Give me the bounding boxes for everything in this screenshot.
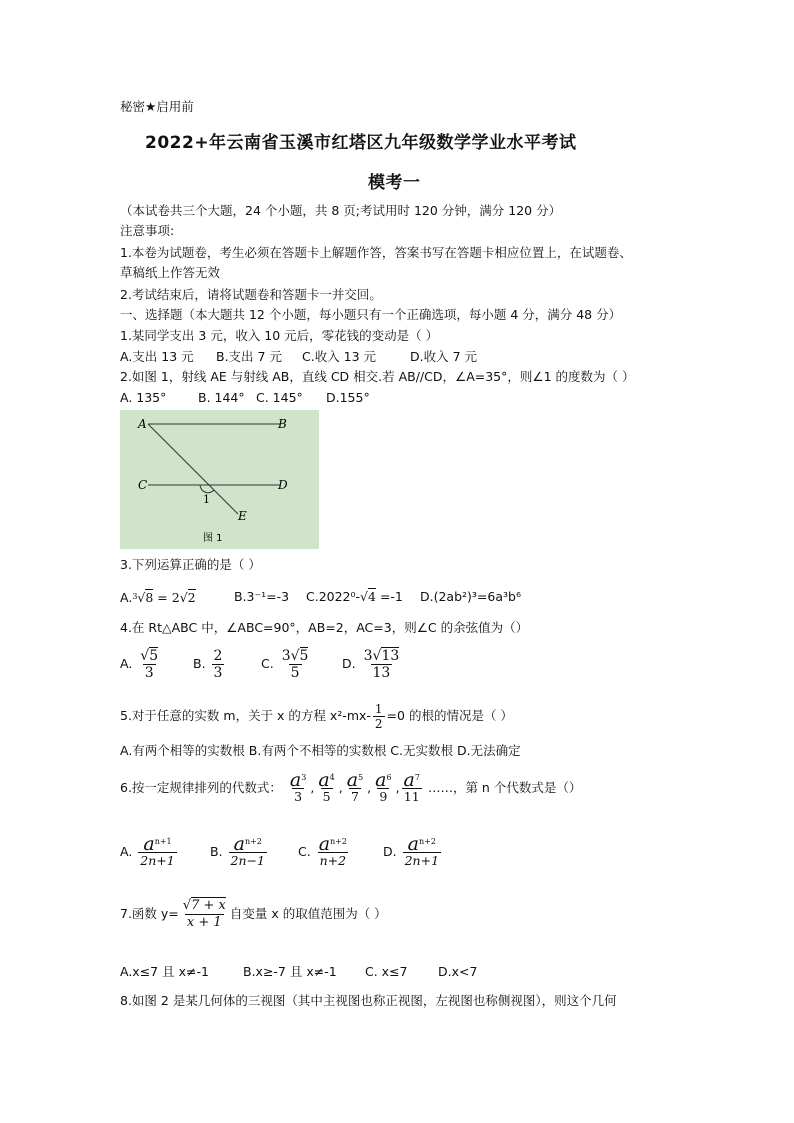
q6-a-exp: n+1 [154,837,172,846]
q4-a-radicand: 5 [149,648,159,664]
q4-c-num [280,648,311,664]
q3-stem: 3.下列运算正确的是（ ） [120,557,261,572]
q6-option-d [383,833,443,869]
q2-option-a: A. 135° [120,390,167,405]
q3-c-suffix: =-1 [375,589,403,604]
q4-b-den: 3 [213,665,223,681]
q6-a-label: A. [120,844,133,859]
q6-term-2-exp: 4 [329,773,335,782]
q7-den: x + 1 [186,915,222,930]
label-b: B [278,417,287,431]
q6-d-exp: n+2 [419,837,436,846]
q4-option-d [342,648,403,681]
q4-a-label: A. [120,656,133,671]
q7-radicand: 7 + x [191,898,226,913]
q6-term-1-exp: 3 [301,773,307,782]
label-c: C [138,478,148,492]
q6-term-2 [316,769,336,805]
q1-option-b: B.支出 7 元 [216,349,282,364]
q6-term-4-base: a [375,769,387,791]
q4-a-num [138,648,160,664]
q4-c-den: 5 [290,665,300,681]
q6-b-exp: n+2 [244,837,262,846]
q6-option-b [210,833,269,869]
q6-term-5-exp: 7 [414,773,420,782]
q4-option-c [261,648,312,681]
q5-stem [120,702,513,731]
q5-stem-b: =0 的根的情况是（ ） [386,708,513,723]
q5-stem-a: 5.对于任意的实数 m，关于 x 的方程 x²-mx- [120,708,371,723]
q6-option-c [298,833,351,869]
label-d: D [278,478,288,492]
q6-term-3-exp: 5 [358,773,364,782]
q7-stem [120,898,387,931]
radical-icon: √ [137,590,146,605]
q2-option-c: C. 145° [256,390,303,405]
q6-d-den: 2n+1 [404,853,440,868]
q4-b-label: B. [193,656,206,671]
q6-term-4-den: 9 [379,789,388,804]
q8-stem: 8.如图 2 是某几何体的三视图（其中主视图也称正视图，左视图也称侧视图），则这个几何 [120,993,617,1008]
q6-term-1-den: 3 [294,789,303,804]
q6-option-a [120,833,179,869]
figure-caption: 图 1 [203,533,223,544]
q3-option-c [306,588,403,606]
q3-c-radicand: 4 [368,589,376,604]
q7-stem-a: 7.函数 y= [120,906,179,921]
secret-label: 秘密★启用前 [120,99,194,114]
section-heading: 一、选择题（本大题共 12 个小题，每小题只有一个正确选项，每小题 4 分，满分 48 分） [120,307,622,322]
notes-title: 注意事项: [120,223,175,238]
radical-icon: √ [360,589,369,604]
radical-icon: √ [372,648,382,664]
q6-d-label: D. [383,844,397,859]
q6-term-3 [345,769,365,805]
q4-stem: 4.在 Rt△ABC 中，∠ABC=90°，AB=2，AC=3，则∠C 的余弦值为（） [120,620,529,635]
angle-1-arc [200,485,214,493]
q6-a-den: 2n+1 [140,853,175,868]
q6-term-1-base: a [289,769,302,791]
radical-icon: √ [179,590,188,605]
q3-a-radicand: 8 [145,590,154,605]
q6-d-fraction: $\frac{a^{n+2}}{2n+1}$ [404,833,440,868]
q2-stem: 2.如图 1，射线 AE 与射线 AB，直线 CD 相交.若 AB//CD，∠A=35°，则∠1 的度数为（ ） [120,369,635,384]
q6-term-5-den: 11 [403,789,420,804]
q6-term-4-exp: 6 [386,773,392,782]
q7-stem-b: 自变量 x 的取值范围为（ ） [229,906,387,921]
q6-b-fraction: $\frac{a^{n+2}}{2n-1}$ [230,833,265,868]
note-1: 1.本卷为试题卷，考生必须在答题卡上解题作答，答案书写在答题卡相应位置上，在试题卷、 [120,245,632,260]
q6-a-fraction: $\frac{a^{n+1}}{2n+1}$ [140,833,175,868]
q6-stem-a: 6.按一定规律排列的代数式： [120,780,282,795]
q4-d-den: 13 [372,665,391,681]
q3-option-b: B.3⁻¹=-3 [234,589,290,604]
ray-ae [148,424,238,514]
q7-option-c: C. x≤7 [365,964,408,979]
q3-option-a [120,588,196,607]
q4-d-label: D. [342,656,356,671]
exam-info: （本试卷共三个大题，24 个小题，共 8 页;考试用时 120 分钟，满分 120 分） [120,203,562,218]
q6-c-exp: n+2 [330,837,347,846]
q4-d-radicand: 13 [381,648,400,664]
q6-term-3-den: 7 [350,789,359,804]
q4-c-label: C. [261,656,274,671]
q5-frac-den: 2 [374,717,383,731]
q4-d-coef: 3 [363,648,373,664]
q6-term-1 [288,769,308,805]
q4-c-fraction [280,648,311,681]
radical-icon: √ [140,648,150,664]
q4-d-num [362,648,402,664]
q6-c-den: n+2 [319,853,347,868]
q7-option-a: A.x≤7 且 x≠-1 [120,964,209,979]
q4-d-fraction [362,648,402,681]
q6-c-label: C. [298,844,311,859]
q3-option-d: D.(2ab²)³=6a³b⁶ [420,589,521,604]
q6-b-label: B. [210,844,223,859]
q6-term-3-base: a [346,769,359,791]
q5-options: A.有两个相等的实数根 B.有两个不相等的实数根 C.无实数根 D.无法确定 [120,743,521,758]
q6-b-den: 2n−1 [230,853,265,868]
figure-1-diagram [120,410,319,549]
q6-stem-b: ……，第 n 个代数式是（） [427,780,582,795]
q1-option-c: C.收入 13 元 [302,349,377,364]
q4-c-coef: 3 [281,648,291,664]
q3-a-label: A. [120,590,133,605]
q7-fraction [181,898,228,931]
label-a: A [138,417,147,431]
q6-term-2-base: a [318,769,330,791]
q1-option-a: A.支出 13 元 [120,349,194,364]
note-1-cont: 草稿纸上作答无效 [120,265,221,280]
q2-option-b: B. 144° [198,390,245,405]
q6-term-5-base: a [403,769,415,791]
label-e: E [238,509,247,523]
q6-term-5 [402,769,422,805]
page-subtitle: 模考一 [368,173,421,193]
q6-stem: 6.按一定规律排列的代数式： $\frac{a^3}{3}$ , $\frac{a^4}{5}$ , $\frac{a^5}{7}$ , $\frac{a^6}{9}$ , $\frac{a^7}{11}$ ……，第 n 个代数式是（） [120,769,582,804]
q1-option-d: D.收入 7 元 [410,349,477,364]
q7-option-b: B.x≥-7 且 x≠-1 [243,964,337,979]
q4-b-fraction [212,648,225,681]
q6-term-4 [373,769,393,805]
q3-a-root-index: 3 [132,592,138,601]
q4-a-fraction [138,648,160,681]
q3-c-prefix: C.2022⁰- [306,589,361,604]
q6-c-fraction: $\frac{a^{n+2}}{n+2}$ [318,833,347,868]
radical-icon: √ [290,648,300,664]
q4-option-a [120,648,162,681]
q4-c-radicand: 5 [299,648,309,664]
q6-term-2-den: 5 [322,789,331,804]
q4-b-num: 2 [213,648,223,664]
q4-a-den: 3 [144,665,154,681]
q3-a-equals: = 2 [153,590,180,605]
q5-fraction [373,702,385,731]
q7-option-d: D.x<7 [438,964,478,979]
q5-frac-num: 1 [374,702,383,716]
q3-a-radicand-2: 2 [187,590,196,605]
q4-option-b [193,648,226,681]
label-angle-1: 1 [203,493,210,506]
q2-option-d: D.155° [326,390,370,405]
note-2: 2.考试结束后，请将试题卷和答题卡一并交回。 [120,287,382,302]
q1-stem: 1.某同学支出 3 元，收入 10 元后，零花钱的变动是（ ） [120,328,439,343]
page-title: 2022+年云南省玉溪市红塔区九年级数学学业水平考试 [145,133,577,153]
radical-icon: √ [182,898,192,913]
figure-1 [120,410,319,549]
